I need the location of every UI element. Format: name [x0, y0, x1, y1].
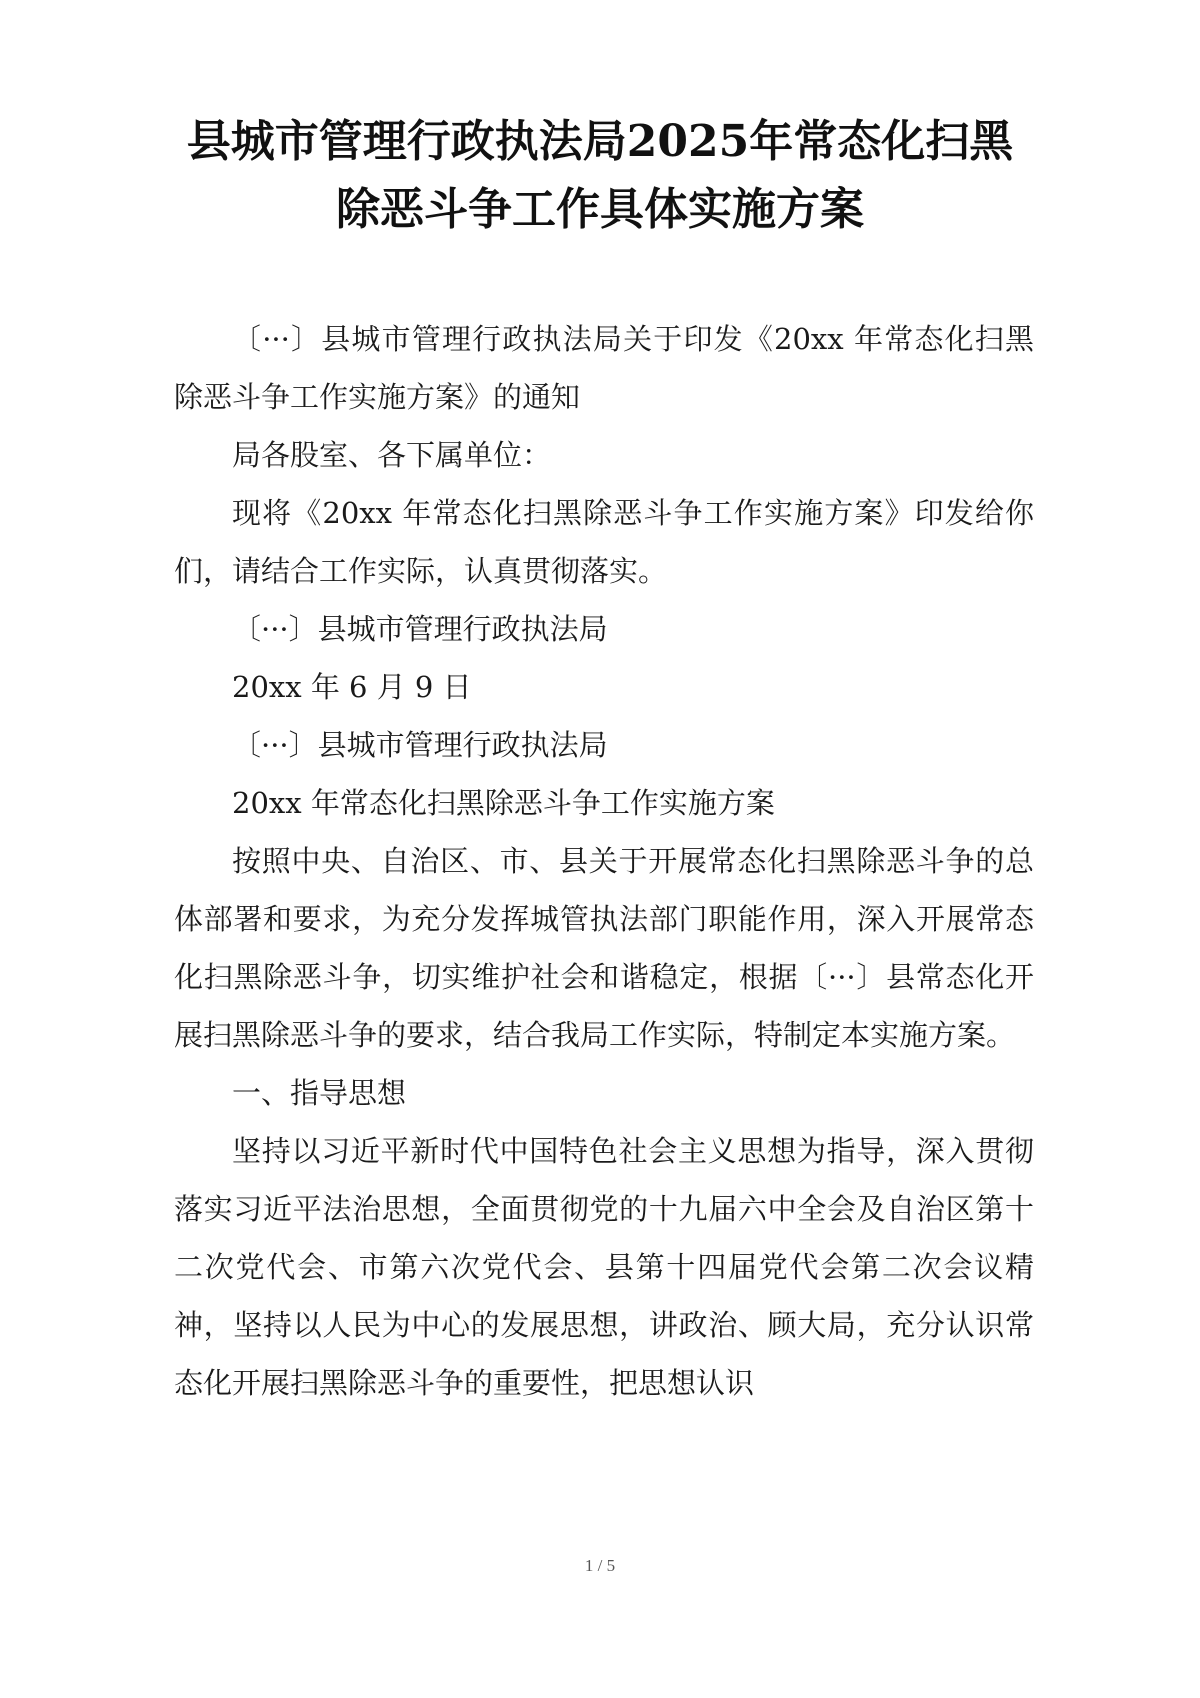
document-body	[174, 310, 1034, 1412]
plan-title: 20xx 年常态化扫黑除恶斗争工作实施方案	[232, 786, 775, 820]
page-indicator: 1 / 5	[584, 1556, 616, 1575]
issuer-repeat: 〔···〕县城市管理行政执法局	[232, 728, 608, 762]
issuer: 〔···〕县城市管理行政执法局	[232, 612, 608, 646]
notice-text: 现将《20xx 年常态化扫黑除恶斗争工作实施方案》印发给你们，请结合工作实际，认真贯彻落实。	[174, 496, 1034, 588]
issue-date: 20xx 年 6 月 9 日	[232, 670, 472, 704]
title-line-2: 除恶斗争工作具体实施方案	[336, 184, 864, 235]
intro-paragraph: 按照中央、自治区、市、县关于开展常态化扫黑除恶斗争的总体部署和要求，为充分发挥城管执法部门职能作用，深入开展常态化扫黑除恶斗争，切实维护社会和谐稳定，根据〔···〕县常态化开展扫黑除恶斗争的要求，结合我局工作实际，特制定本实施方案。	[174, 844, 1034, 1052]
addressee: 局各股室、各下属单位：	[232, 438, 552, 472]
guiding-thought-paragraph: 坚持以习近平新时代中国特色社会主义思想为指导，深入贯彻落实习近平法治思想，全面贯彻党的十九届六中全会及自治区第十二次党代会、市第六次党代会、县第十四届党代会第二次会议精神，坚持以人民为中心的发展思想，讲政治、顾大局，充分认识常态化开展扫黑除恶斗争的重要性，把思想认识	[174, 1134, 1034, 1400]
title-line-1: 县城市管理行政执法局2025年常态化扫黑	[186, 116, 1014, 167]
section-heading-guiding-thought: 一、指导思想	[232, 1076, 407, 1110]
document-title	[150, 108, 1050, 244]
notice-heading: 〔···〕县城市管理行政执法局关于印发《20xx 年常态化扫黑除恶斗争工作实施方案》的通知	[174, 322, 1034, 414]
